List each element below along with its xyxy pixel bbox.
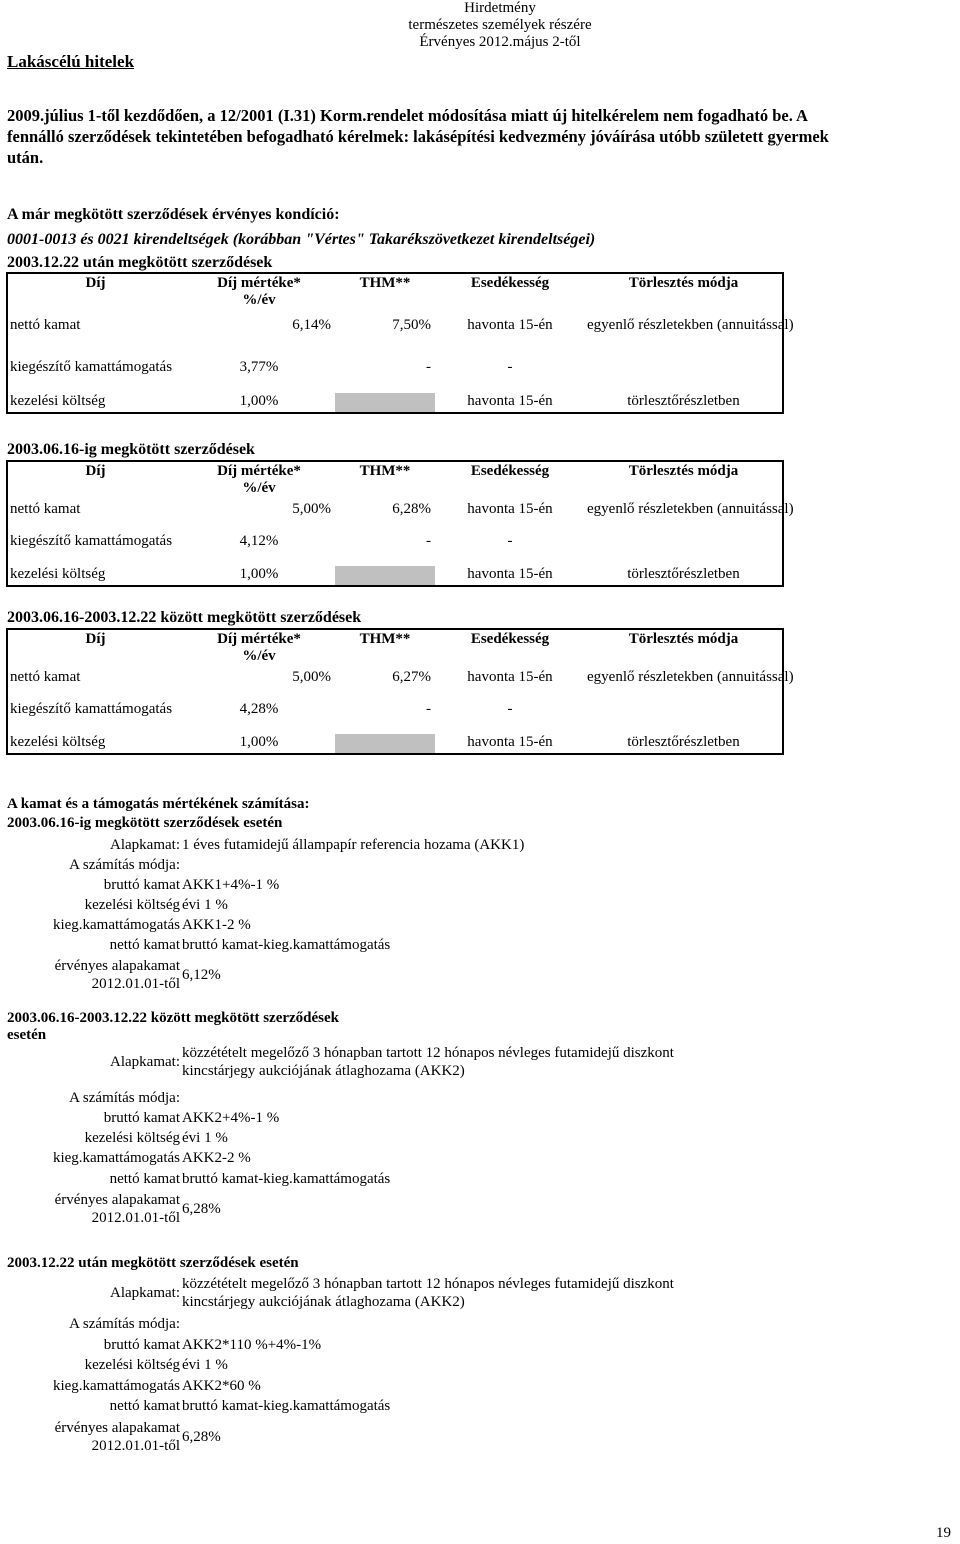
subsidy-label: kieg.kamattámogatás [52,1378,180,1394]
fee-value: évi 1 % [182,897,228,913]
fee-label: kezelési költség [84,1130,180,1146]
method-label: A számítás módja: [69,857,180,873]
table-row [7,317,783,359]
fee-label: kezelési költség [84,897,180,913]
net-rate-value: bruttó kamat-kieg.kamattámogatás [182,1171,391,1187]
conditions-title: A már megkötött szerződések érvényes kondíció: [7,206,340,223]
col-repay-header: Törlesztés módja [628,631,739,647]
thm-cell: 6,27% [392,669,431,685]
table-row [7,533,783,566]
thm-cell: 6,28% [392,501,431,517]
fee-cell: kezelési költség [10,566,106,582]
thm-cell: - [426,533,431,549]
thm-cell: - [426,359,431,375]
gross-rate-label: bruttó kamat [103,1110,180,1126]
due-cell: - [507,701,513,717]
col-due-header: Esedékesség [470,463,550,479]
header-line-1: Hirdetmény [464,0,536,16]
gross-rate-value: AKK2+4%-1 % [182,1110,280,1126]
valid-rate-label: érvényes alapakamat [54,958,180,974]
subsidy-value: AKK1-2 % [182,917,251,933]
thm-cell-empty [335,393,435,413]
fee-label: kezelési költség [84,1357,180,1373]
notice-header [300,0,700,51]
col-rate-header: Díj mértéke* %/év [217,463,301,496]
due-cell: havonta 15-én [467,317,553,333]
page-title: Lakáscélú hitelek [7,52,135,71]
calc-title: A kamat és a támogatás mértékének számítása: [7,796,310,812]
base-rate-value-line2: kincstárjegy aukciójának átlaghozama (AKK2) [182,1063,465,1079]
gross-rate-label: bruttó kamat [103,1337,180,1353]
thm-cell-empty [335,734,435,754]
table-1-title: 2003.12.22 után megkötött szerződések [7,254,273,271]
rate-table-1 [6,272,794,414]
fee-cell: nettó kamat [10,317,81,333]
base-rate-value-line1: közzétételt megelőző 3 hónapban tartott 12 hónapos névleges futamidejű diszkont [182,1276,674,1292]
rate-cell: 5,00% [292,501,331,517]
gross-rate-label: bruttó kamat [103,877,180,893]
col-due-header: Esedékesség [470,631,550,647]
table-row [7,701,783,734]
base-rate-label: Alapkamat: [110,1054,180,1070]
net-rate-value: bruttó kamat-kieg.kamattámogatás [182,937,391,953]
header-line-3: Érvényes 2012.május 2-től [419,34,581,50]
due-cell: havonta 15-én [467,393,553,409]
calc-section-title: 2003.12.22 után megkötött szerződések esetén [7,1255,299,1271]
col-thm-header: THM** [359,275,411,291]
subsidy-value: AKK2-2 % [182,1150,251,1166]
subsidy-label: kieg.kamattámogatás [52,917,180,933]
rate-table-3 [6,628,794,755]
table-row [7,393,783,413]
valid-rate-label: érvényes alapakamat [54,1420,180,1436]
table-row [7,566,783,586]
calc-section-title: 2003.06.16-ig megkötött szerződések esetén [7,815,283,831]
subsidy-label: kieg.kamattámogatás [52,1150,180,1166]
table-row [7,669,783,701]
fee-cell: kezelési költség [10,393,106,409]
page-number: 19 [936,1525,951,1541]
base-rate-value: 1 éves futamidejű állampapír referencia hozama (AKK1) [182,837,525,853]
due-cell: havonta 15-én [467,669,553,685]
net-rate-value: bruttó kamat-kieg.kamattámogatás [182,1398,391,1414]
fee-value: évi 1 % [182,1357,228,1373]
col-fee-header: Díj [85,275,106,291]
table-row [7,501,783,533]
fee-cell: kiegészítő kamattámogatás [10,701,173,717]
calc-section-title: 2003.06.16-2003.12.22 között megkötött szerződések esetén [7,1010,340,1043]
fee-cell: kiegészítő kamattámogatás [10,533,173,549]
notice-paragraph: 2009.július 1-től kezdődően, a 12/2001 (I.31) Korm.rendelet módosítása miatt új hitelkérelem nem fogadható be. A fennálló szerződések tekintetében befogadható kérelmek: lakásépítési kedvezmény jóváírása utóbb született gyermek után. [7,106,829,167]
due-cell: havonta 15-én [467,734,553,750]
rate-cell: 1,00% [239,566,279,582]
header-line-2: természetes személyek részére [408,17,592,33]
due-cell: - [507,533,513,549]
table-3-title: 2003.06.16-2003.12.22 között megkötött szerződések [7,609,362,626]
due-cell: havonta 15-én [467,501,553,517]
repay-cell: törlesztőrészletben [627,393,740,409]
thm-cell: 7,50% [392,317,431,333]
table-2-title: 2003.06.16-ig megkötött szerződések [7,441,255,458]
col-rate-header: Díj mértéke* %/év [217,275,301,308]
rate-cell: 1,00% [239,393,279,409]
repay-cell: törlesztőrészletben [627,734,740,750]
table-row [7,734,783,754]
rate-cell: 4,28% [239,701,279,717]
net-rate-label: nettó kamat [109,1171,180,1187]
valid-rate-date: 2012.01.01-től [91,1210,180,1226]
due-cell: - [507,359,513,375]
subsidy-value: AKK2*60 % [182,1378,261,1394]
branches-text: 0001-0013 és 0021 kirendeltségek (korábban "Vértes" Takarékszövetkezet kirendeltségei) [7,231,596,248]
repay-cell: egyenlő részletekben (annuitással) [587,317,794,333]
col-thm-header: THM** [359,463,411,479]
due-cell: havonta 15-én [467,566,553,582]
valid-rate-date: 2012.01.01-től [91,1438,180,1454]
rate-cell: 1,00% [239,734,279,750]
valid-rate-value: 6,28% [182,1429,221,1445]
fee-value: évi 1 % [182,1130,228,1146]
thm-cell: - [426,701,431,717]
valid-rate-value: 6,28% [182,1201,221,1217]
rate-table-2 [6,460,794,587]
valid-rate-date: 2012.01.01-től [91,976,180,992]
rate-cell: 5,00% [292,669,331,685]
repay-cell [585,701,783,734]
net-rate-label: nettó kamat [109,1398,180,1414]
table-row [7,359,783,393]
base-rate-label: Alapkamat: [110,1285,180,1301]
repay-cell: egyenlő részletekben (annuitással) [587,669,794,685]
col-fee-header: Díj [85,463,106,479]
col-thm-header: THM** [359,631,411,647]
col-due-header: Esedékesség [470,275,550,291]
fee-cell: kiegészítő kamattámogatás [10,359,173,375]
rate-cell: 4,12% [239,533,279,549]
repay-cell [585,533,783,566]
valid-rate-label: érvényes alapakamat [54,1192,180,1208]
valid-rate-value: 6,12% [182,967,221,983]
gross-rate-value: AKK2*110 %+4%-1% [182,1337,322,1353]
method-label: A számítás módja: [69,1090,180,1106]
repay-cell: egyenlő részletekben (annuitással) [587,501,794,517]
col-repay-header: Törlesztés módja [628,275,739,291]
repay-cell: törlesztőrészletben [627,566,740,582]
col-rate-header: Díj mértéke* %/év [217,631,301,664]
col-repay-header: Törlesztés módja [628,463,739,479]
thm-cell-empty [335,566,435,586]
rate-cell: 6,14% [292,317,331,333]
fee-cell: kezelési költség [10,734,106,750]
gross-rate-value: AKK1+4%-1 % [182,877,280,893]
method-label: A számítás módja: [69,1316,180,1332]
rate-cell: 3,77% [239,359,279,375]
fee-cell: nettó kamat [10,669,81,685]
repay-cell [585,359,783,393]
col-fee-header: Díj [85,631,106,647]
base-rate-value-line2: kincstárjegy aukciójának átlaghozama (AKK2) [182,1294,465,1310]
net-rate-label: nettó kamat [109,937,180,953]
base-rate-label: Alapkamat: [110,837,180,853]
fee-cell: nettó kamat [10,501,81,517]
base-rate-value-line1: közzétételt megelőző 3 hónapban tartott 12 hónapos névleges futamidejű diszkont [182,1045,674,1061]
